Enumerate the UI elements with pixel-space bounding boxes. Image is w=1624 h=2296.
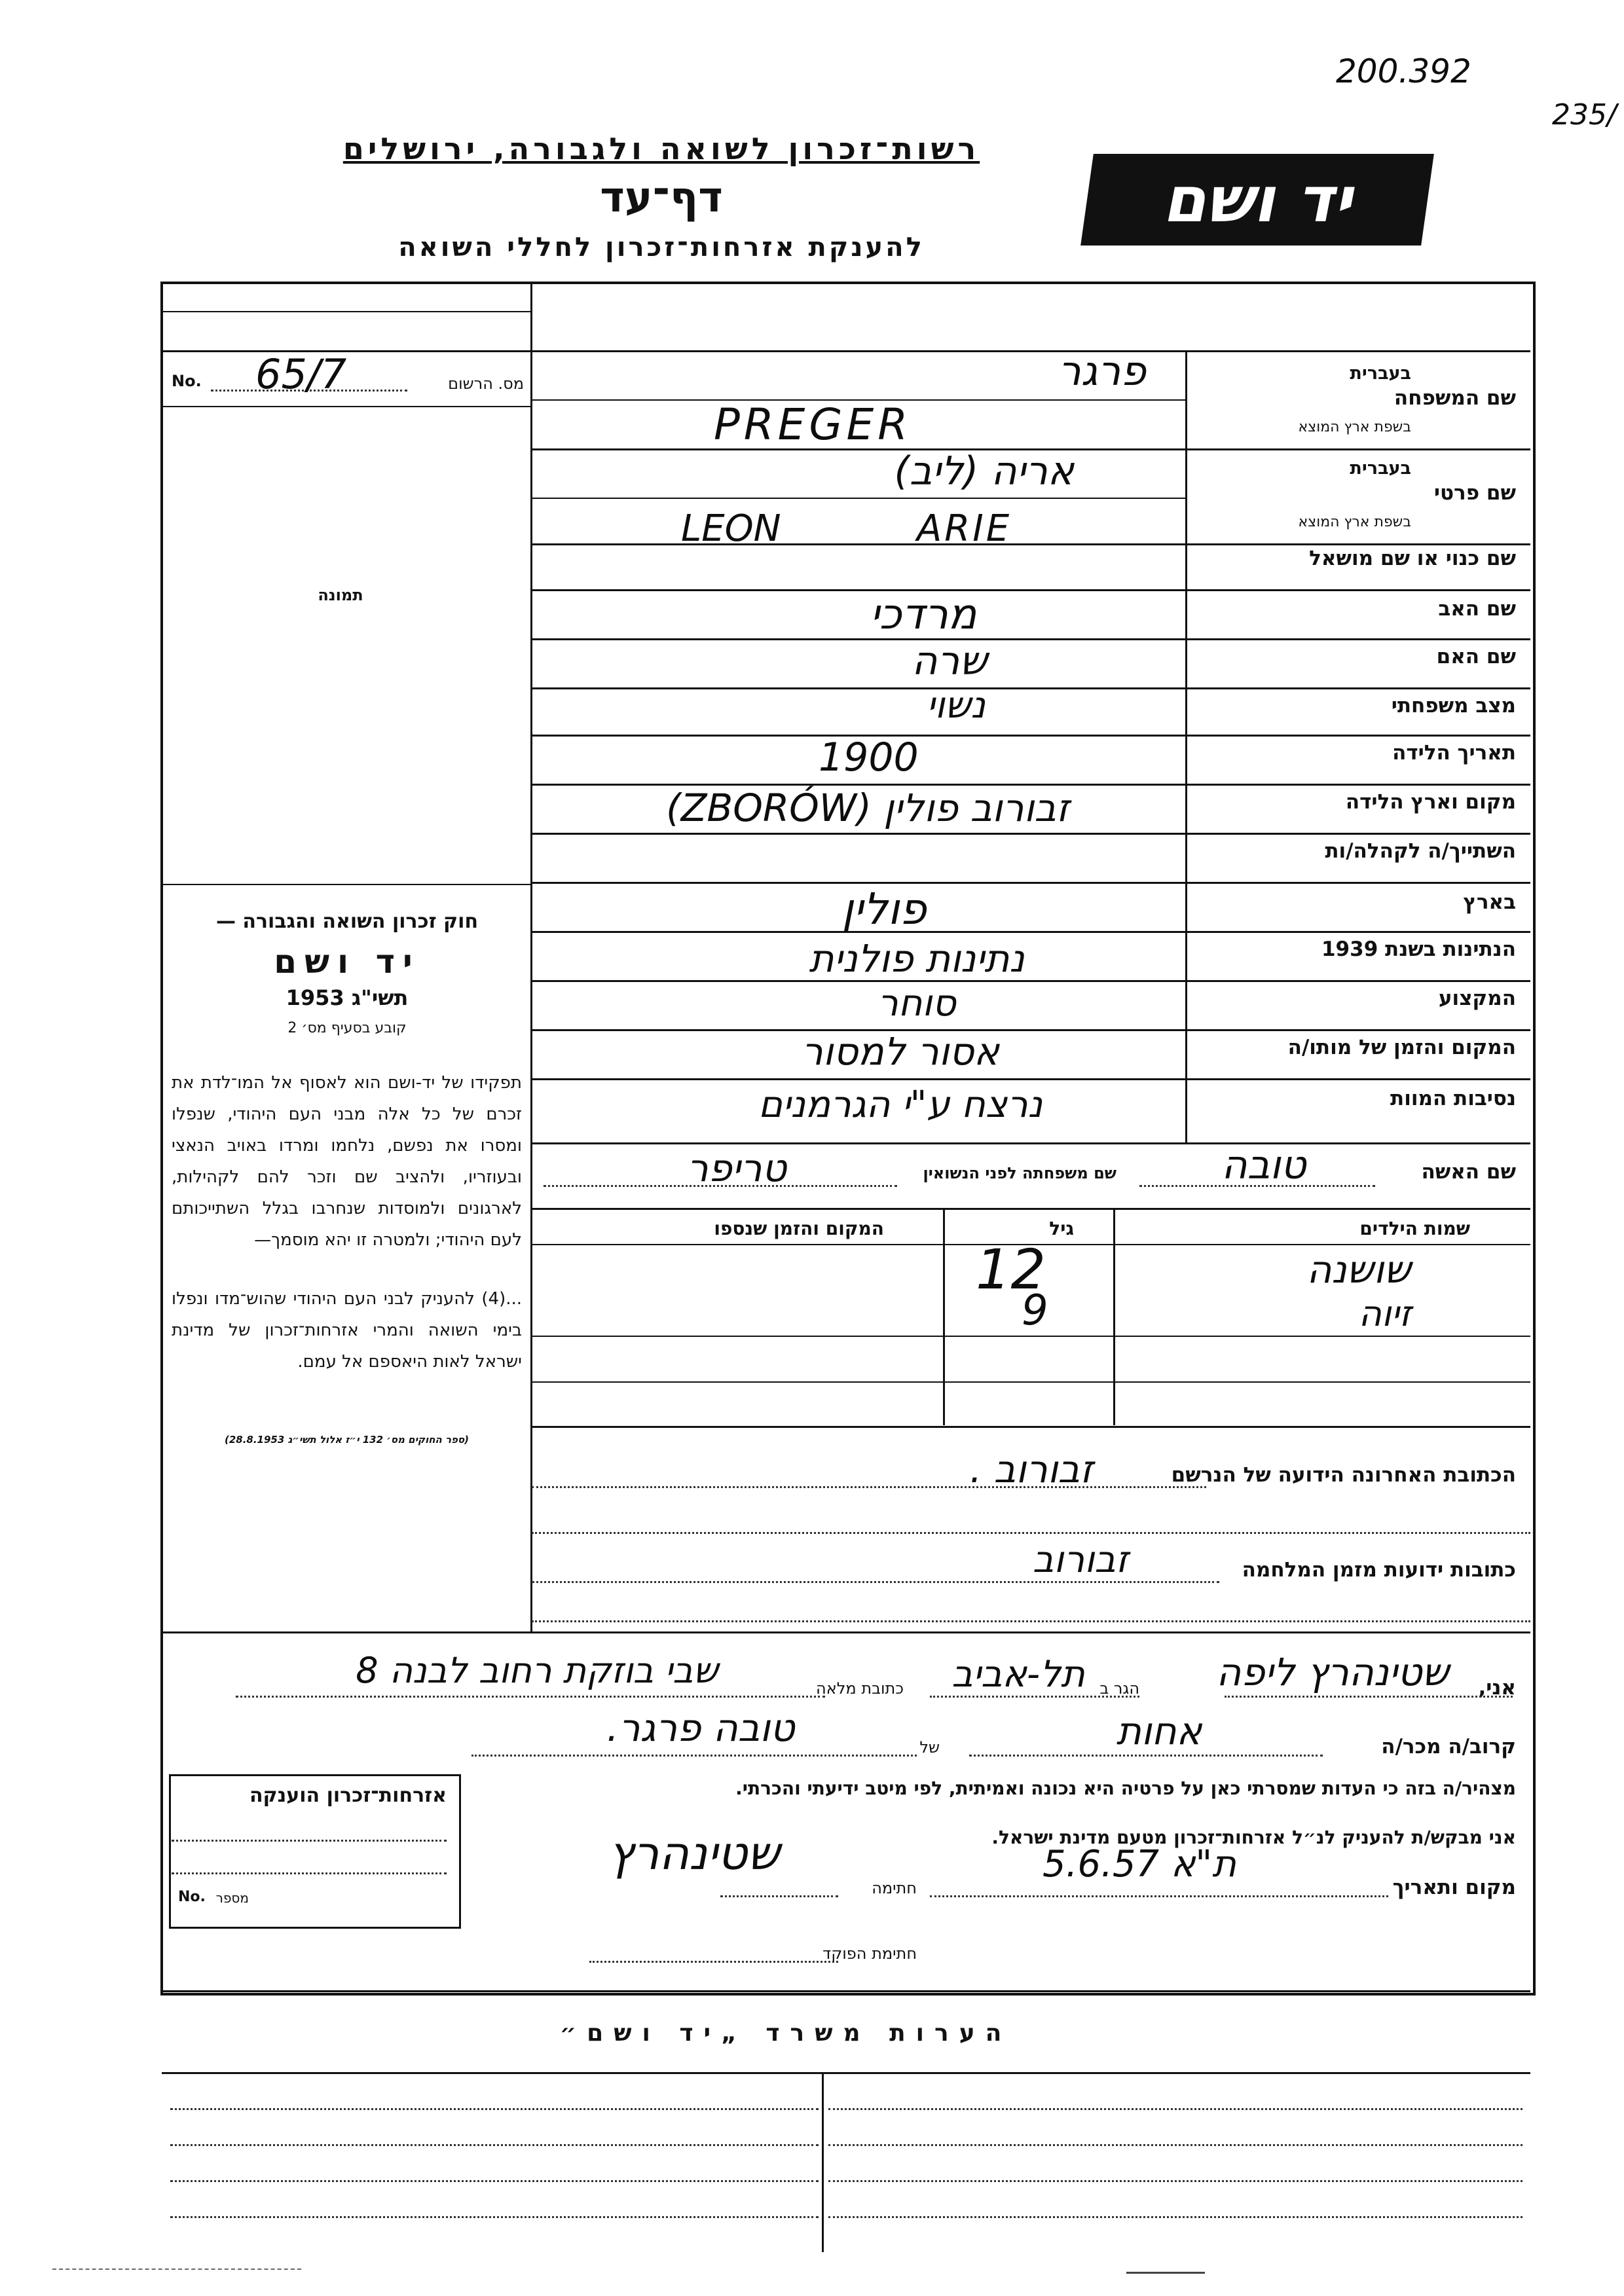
rule (162, 1631, 1530, 1633)
dots (930, 1895, 1388, 1897)
dots (1225, 1696, 1513, 1698)
label-wife: שם האשה (1421, 1160, 1516, 1184)
request-text: אני מבקש/ת להעניק לנ״ל אזרחות־זכרון מטעם מדינת ישראל. (991, 1827, 1516, 1848)
authority-title: רשות־זכרון לשואה ולגבורה, ירושלים (342, 131, 980, 166)
death-circ-value: נרצח ע"י הגרמנים (758, 1084, 1043, 1126)
marital-value: נשוי (927, 684, 986, 727)
declarant-name: שטינהרץ ליפה (1216, 1650, 1449, 1694)
dots (170, 2108, 819, 2110)
dots (170, 2180, 819, 2182)
declarant-address: שבי בוזקת רחוב לבנה 8 (356, 1650, 718, 1691)
war-address-value: זבורוב (1032, 1539, 1129, 1581)
signature-value: שטינהרץ (608, 1827, 780, 1880)
declarant-of-name: טובה פרגר. (606, 1705, 795, 1750)
photo-label: תמונה (318, 586, 363, 604)
rule (532, 1208, 1530, 1210)
law-name: יד ושם (274, 943, 420, 981)
rule (532, 833, 1530, 835)
dots (720, 1895, 838, 1897)
label-relative: קרוב/ה מכר/ה (1381, 1735, 1516, 1758)
edge-mark (52, 2269, 301, 2270)
label-death-place: המקום והזמן של מותו/ה (1287, 1036, 1516, 1059)
rule (532, 931, 1530, 933)
label-community: השתייך/ה לקהלה/ות (1325, 839, 1516, 863)
wife-maiden-value: טריפר (686, 1146, 787, 1190)
office-title: הערות משרד „יד ושם״ (559, 2020, 1012, 2047)
label-mother: שם האם (1436, 645, 1516, 668)
rule (532, 1142, 1530, 1144)
award-no-label: No. (178, 1889, 206, 1905)
label-birth-date: תאריך הלידה (1392, 741, 1516, 765)
death-place-value: אסור למסור (802, 1029, 999, 1074)
birth-date-value: 1900 (819, 735, 919, 780)
child-1-name: שושנה (1306, 1247, 1411, 1292)
label-place-date: מקום ותאריך (1392, 1876, 1516, 1899)
label-i: אני, (1478, 1676, 1516, 1700)
label-officer: חתימת הפוקד (822, 1944, 917, 1963)
law-para-2: ...(4) להעניק לבני העם היהודי שהוש־מדו ונפלו בימי השואה והמרי אזרחות־זכרון של מדינת ישראל לאות היאספם אל עמם. (172, 1289, 522, 1372)
dots (828, 2144, 1522, 2146)
rule (162, 884, 530, 885)
first-origin-value-2: ARIE (917, 507, 1012, 550)
label-country: בארץ (1463, 890, 1516, 914)
left-divider (530, 283, 532, 1631)
label-citizenship: הנתינות בשנת 1939 (1321, 938, 1516, 961)
label-last-address: הכתובת האחרונה הידועה של הנרשם (1171, 1463, 1516, 1487)
label-nickname: שם כנוי או שם מושאל (1309, 547, 1516, 570)
dots (170, 2144, 819, 2146)
dots (828, 2108, 1522, 2110)
label-maiden: שם משפחתה לפני הנשואין (923, 1164, 1116, 1182)
first-he-value: אריה (ליב) (894, 448, 1074, 494)
law-section: קובע בסעיף מס׳ 2 (287, 1020, 407, 1036)
child-2-age: 9 (1022, 1286, 1048, 1335)
label-of: של (919, 1738, 940, 1757)
declarant-relation: אחות (1116, 1709, 1202, 1753)
law-para-1: תפקידו של יד-ושם הוא לאסוף אל המו־לדת את זכרם של כל אלה מבני העם היהודי, שנפלו ומסרו את נפשם, נלחמו ומרדו באויב הנאצי ובעוזריו, ולהציב שם וזכר להם לקהילות, לארגונים ולמוסדות שנחרבו בגלל השתייכותם לעם היהודי; ולמטרה זו יהא מוסמך— (172, 1073, 522, 1250)
award-number-label: מספר (215, 1890, 249, 1906)
label-family: שם המשפחה (1393, 386, 1516, 410)
law-source: (ספר החוקים מס׳ 132 י״ז אלול תשי״ג 28.8.1953) (224, 1434, 470, 1446)
profession-value: סוחר (877, 982, 956, 1025)
dots (828, 2216, 1522, 2218)
dots (930, 1696, 1139, 1698)
dots (172, 1872, 447, 1874)
rule (162, 406, 530, 407)
rule (532, 1336, 1530, 1337)
declarant-city: תל-אביב (951, 1653, 1085, 1696)
col (943, 1209, 945, 1425)
family-he-value: פרגר (1058, 347, 1146, 395)
labels-divider (1185, 350, 1187, 1142)
label-marital: מצב משפחתי (1391, 694, 1516, 718)
country-value: פולין (841, 884, 927, 934)
dots (170, 2216, 819, 2218)
logo-text: יד ושם (1162, 163, 1352, 236)
label-family-origin: בשפת ארץ המוצא (1298, 419, 1411, 435)
label-signature: חתימה (872, 1879, 917, 1897)
law-heading: חוק זכרון השואה והגבורה — (215, 910, 479, 933)
registration-number: 65/7 (255, 350, 347, 398)
label-first-origin: בשפת ארץ המוצא (1298, 514, 1411, 530)
rule (162, 2072, 1530, 2074)
label-family-hebrew: בעברית (1350, 363, 1411, 384)
label-first-hebrew: בעברית (1350, 458, 1411, 479)
dots (471, 1755, 917, 1757)
label-age: גיל (1049, 1218, 1074, 1239)
citizenship-value: נתינות פולנית (809, 936, 1025, 981)
rule (532, 735, 1530, 737)
dots (172, 1840, 447, 1842)
rule (532, 687, 1530, 689)
label-war-addresses: כתובות ידועות מזמן המלחמה (1242, 1558, 1516, 1582)
rule (532, 882, 1530, 884)
col (822, 2072, 824, 2252)
label-birth-place: מקום וארץ הלידה (1345, 790, 1516, 814)
rule (532, 1381, 1530, 1383)
col (1113, 1209, 1115, 1425)
dots (532, 1532, 1530, 1534)
label-first: שם פרטי (1433, 481, 1516, 505)
dots (589, 1961, 838, 1963)
edge-mark (1126, 2272, 1205, 2274)
form-subtitle: להענקת אזרחות־זכרון לחללי השואה (398, 232, 925, 263)
rule (532, 1426, 1530, 1428)
form-title: דף־עד (600, 173, 723, 222)
label-resides: הגר ב (1099, 1679, 1139, 1698)
dots (969, 1755, 1323, 1757)
label-profession: המקצוע (1438, 987, 1516, 1010)
declaration-text: מצהיר/ה בזה כי העדות שמסרתי כאן על פרטיה היא נכונה ואמיתית, לפי מיטב ידיעתי והכרתי. (735, 1777, 1516, 1799)
label-children: שמות הילדים (1359, 1218, 1470, 1239)
archive-ref-number: 200.392 (1336, 52, 1471, 90)
last-address-value: זבורוב . (969, 1447, 1094, 1491)
father-value: מרדכי (870, 591, 977, 639)
rule (162, 311, 530, 312)
award-title: אזרחות־זכרון הוענקה (249, 1784, 447, 1807)
dots (532, 1581, 1219, 1583)
rule (532, 498, 1187, 499)
wife-value: טובה (1221, 1142, 1306, 1188)
dots (532, 1620, 1530, 1622)
family-origin-value: PREGER (714, 399, 912, 450)
label-father: שם האב (1438, 597, 1516, 621)
no-label: No. (172, 372, 202, 390)
law-year: תשי"ג 1953 (286, 985, 409, 1010)
registration-label: מס. הרשום (448, 374, 524, 393)
child-2-name: זיוה (1358, 1293, 1412, 1334)
place-date-value: ת"א 5.6.57 (1043, 1843, 1236, 1886)
dots (236, 1696, 825, 1698)
rule (162, 1990, 1530, 1992)
rule (532, 1078, 1530, 1080)
archive-page-mark: 235/ (1552, 98, 1617, 132)
child-1-age: 12 (976, 1237, 1046, 1302)
dots (828, 2180, 1522, 2182)
first-origin-value-1: LEON (681, 507, 781, 550)
label-full-address: כתובת מלאה (816, 1679, 904, 1698)
label-death-circ: נסיבות המוות (1390, 1087, 1516, 1110)
mother-value: שרה (912, 638, 987, 684)
label-place-time-died: המקום והזמן שנספו (714, 1218, 884, 1239)
birth-place-value: זבורוב פולין (ZBORÓW) (666, 786, 1069, 830)
